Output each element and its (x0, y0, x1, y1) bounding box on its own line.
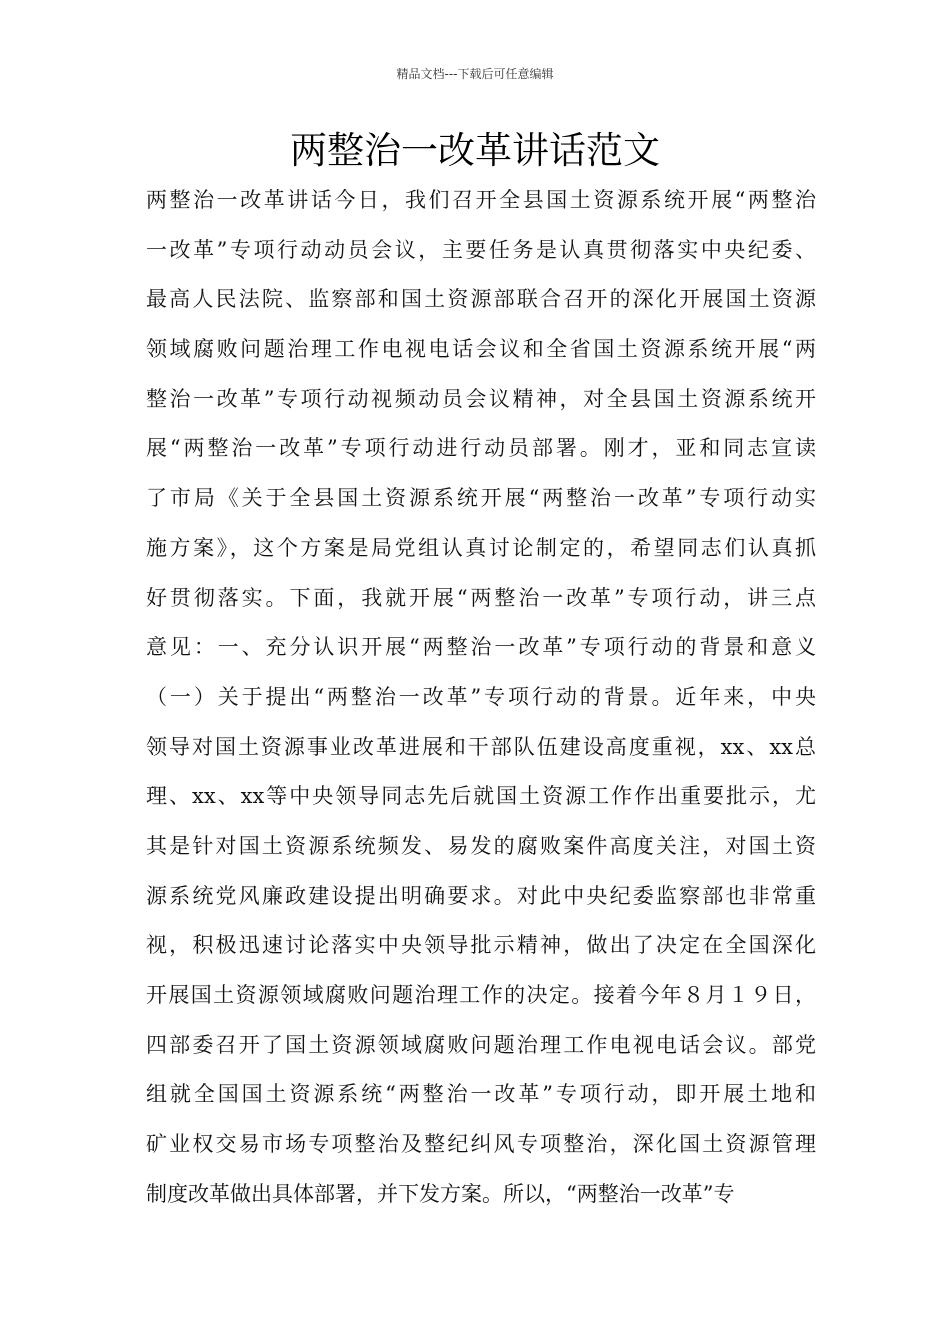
body-line: 最高人民法院、监察部和国土资源部联合召开的深化开展国土资源 (146, 287, 816, 312)
body-line: 施方案》，这个方案是局党组认真讨论制定的，希望同志们认真抓 (146, 535, 816, 560)
body-line: 意见：一、充分认识开展“两整治一改革”专项行动的背景和意义 (146, 635, 816, 660)
body-line: 组就全国国土资源系统“两整治一改革”专项行动，即开展土地和 (146, 1082, 816, 1107)
body-line: 展“两整治一改革”专项行动进行动员部署。刚才，亚和同志宣读 (146, 436, 816, 461)
body-line: 开展国土资源领域腐败问题治理工作的决定。接着今年８月１９日， (146, 983, 816, 1007)
body-line: 理、xx、xx等中央领导同志先后就国土资源工作作出重要批示，尤 (146, 784, 816, 809)
body-line: 源系统党风廉政建设提出明确要求。对此中央纪委监察部也非常重 (146, 883, 816, 908)
body-line: 两整治一改革讲话今日，我们召开全县国土资源系统开展“两整治 (146, 188, 816, 212)
header-watermark: 精品文档---下载后可任意编辑 (396, 67, 554, 81)
document-body (146, 176, 816, 1219)
body-line: 一改革”专项行动动员会议，主要任务是认真贯彻落实中央纪委、 (146, 237, 816, 262)
document-title: 两整治一改革讲话范文 (290, 129, 660, 172)
body-line: （一）关于提出“两整治一改革”专项行动的背景。近年来，中央 (146, 684, 816, 709)
body-line: 整治一改革”专项行动视频动员会议精神，对全县国土资源系统开 (146, 386, 816, 411)
body-line: 好贯彻落实。下面，我就开展“两整治一改革”专项行动，讲三点 (146, 585, 816, 610)
body-line: 领导对国土资源事业改革进展和干部队伍建设高度重视，xx、xx总 (146, 734, 816, 759)
body-line: 制度改革做出具体部署，并下发方案。所以，“两整治一改革”专 (146, 1181, 735, 1206)
body-line: 了市局《关于全县国土资源系统开展“两整治一改革”专项行动实 (146, 486, 816, 511)
body-line: 领域腐败问题治理工作电视电话会议和全省国土资源系统开展“两 (146, 337, 816, 362)
body-line: 视，积极迅速讨论落实中央领导批示精神，做出了决定在全国深化 (146, 933, 816, 958)
body-line: 四部委召开了国土资源领域腐败问题治理工作电视电话会议。部党 (146, 1032, 816, 1057)
body-line: 其是针对国土资源系统频发、易发的腐败案件高度关注，对国土资 (146, 833, 816, 858)
body-line: 矿业权交易市场专项整治及整纪纠风专项整治，深化国土资源管理 (146, 1132, 816, 1157)
